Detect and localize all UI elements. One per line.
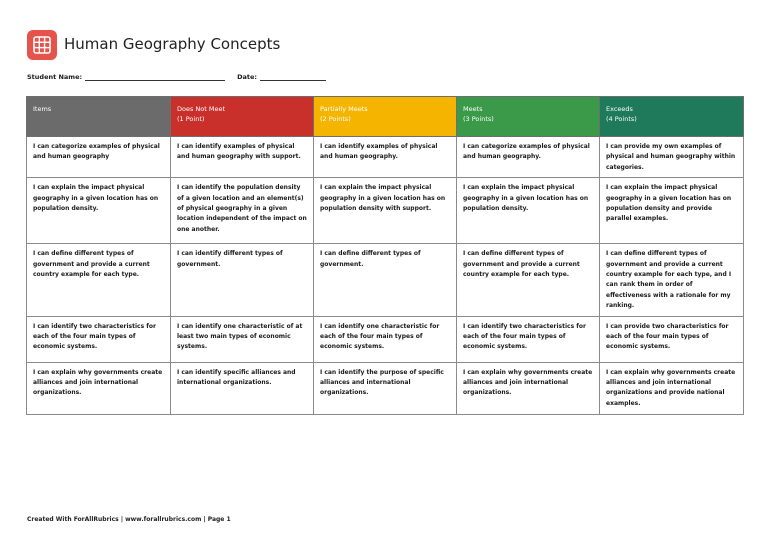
student-info-row — [27, 73, 326, 81]
table-cell-item: I can explain why governments create alliances and join international organizations. — [27, 362, 171, 414]
table-row — [27, 244, 744, 316]
table-row — [27, 137, 744, 178]
column-header-items — [27, 97, 171, 137]
column-header-points: (1 Point) — [177, 115, 205, 123]
table-cell-item: I can categorize examples of physical and human geography — [27, 137, 171, 178]
spreadsheet-grid-icon — [27, 30, 57, 60]
column-header-points: (2 Points) — [320, 115, 351, 123]
column-header-label: Meets — [463, 105, 483, 113]
table-cell-item: I can explain the impact physical geography in a given location has on population density. — [27, 178, 171, 244]
table-cell: I can identify one characteristic for each of the four main types of economic systems. — [314, 316, 457, 362]
table-cell: I can explain why governments create alliances and join international organizations. — [457, 362, 600, 414]
table-cell: I can define different types of government. — [314, 244, 457, 316]
column-header-label: Items — [33, 105, 52, 113]
table-cell: I can provide two characteristics for each of the four main types of economic systems. — [600, 316, 744, 362]
table-cell: I can identify specific alliances and international organizations. — [171, 362, 314, 414]
table-cell: I can provide my own examples of physical and human geography within categories. — [600, 137, 744, 178]
date-field[interactable] — [260, 73, 326, 81]
column-header-label: Partially Meets — [320, 105, 368, 113]
table-cell: I can explain why governments create alliances and join international organizations and provide national examples. — [600, 362, 744, 414]
table-cell: I can explain the impact physical geography in a given location has on population density and provide parallel examples. — [600, 178, 744, 244]
table-row — [27, 316, 744, 362]
column-header-label: Exceeds — [606, 105, 633, 113]
column-header-label: Does Not Meet — [177, 105, 226, 113]
table-row — [27, 178, 744, 244]
student-name-field[interactable] — [85, 73, 225, 81]
table-cell: I can define different types of government and provide a current country example for each type, and I can rank them in order of effectiveness with a rationale for my ranking. — [600, 244, 744, 316]
student-name-label: Student Name: — [27, 73, 83, 81]
table-cell: I can identify examples of physical and human geography with support. — [171, 137, 314, 178]
table-row — [27, 362, 744, 414]
column-header-partially-meets — [314, 97, 457, 137]
table-cell: I can identify different types of government. — [171, 244, 314, 316]
column-header-meets — [457, 97, 600, 137]
rubric-table — [26, 96, 744, 415]
column-header-points: (3 Points) — [463, 115, 494, 123]
table-cell: I can identify two characteristics for each of the four main types of economic systems. — [457, 316, 600, 362]
table-cell: I can identify examples of physical and human geography. — [314, 137, 457, 178]
column-header-points: (4 Points) — [606, 115, 637, 123]
column-header-exceeds — [600, 97, 744, 137]
table-cell: I can categorize examples of physical and human geography. — [457, 137, 600, 178]
table-cell: I can identify one characteristic of at least two main types of economic systems. — [171, 316, 314, 362]
table-cell: I can explain the impact physical geography in a given location has on population density with support. — [314, 178, 457, 244]
rubric-header-row — [27, 97, 744, 137]
date-label: Date: — [237, 73, 257, 81]
table-cell: I can define different types of government and provide a current country example for each type. — [457, 244, 600, 316]
table-cell-item: I can define different types of government and provide a current country example for each type. — [27, 244, 171, 316]
table-cell-item: I can identify two characteristics for each of the four main types of economic systems. — [27, 316, 171, 362]
table-cell: I can identify the population density of a given location and an element(s) of physical geography in a given location independent of the impact on one another. — [171, 178, 314, 244]
page-footer: Created With ForAllRubrics | www.forallrubrics.com | Page 1 — [27, 516, 231, 523]
column-header-does-not-meet — [171, 97, 314, 137]
table-cell: I can identify the purpose of specific alliances and international organizations. — [314, 362, 457, 414]
page-title: Human Geography Concepts — [64, 35, 281, 53]
table-cell: I can explain the impact physical geography in a given location has on population density. — [457, 178, 600, 244]
